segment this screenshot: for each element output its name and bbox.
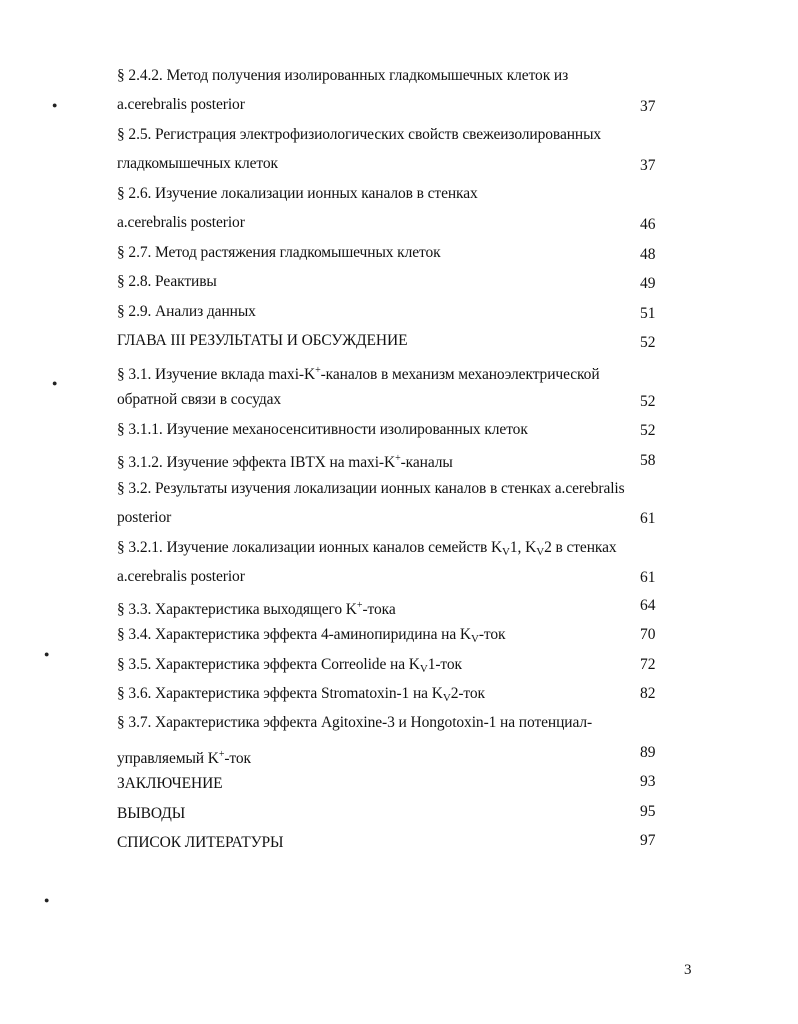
- toc-entry-2-7: § 2.7. Метод растяжения гладкомышечных клеток: [117, 244, 441, 261]
- toc-page: 61: [640, 510, 656, 527]
- toc-page: 89: [640, 744, 656, 761]
- punch-hole-mark: ●: [52, 100, 58, 110]
- punch-hole-mark: ●: [44, 895, 50, 905]
- toc-chapter-3: ГЛАВА III РЕЗУЛЬТАТЫ И ОБСУЖДЕНИЕ: [117, 332, 408, 349]
- toc-entry-3-7: § 3.7. Характеристика эффекта Agitoxine-3 и Hongotoxin-1 на потенциал-: [117, 714, 593, 731]
- toc-conclusion: ЗАКЛЮЧЕНИЕ: [117, 775, 223, 792]
- toc-entry-2-6: § 2.6. Изучение локализации ионных каналов в стенках: [117, 185, 478, 202]
- punch-hole-mark: ●: [44, 649, 50, 659]
- toc-page: 64: [640, 597, 656, 614]
- toc-entry-2-4-2-cont: a.cerebralis posterior: [117, 96, 245, 113]
- toc-entry-3-3: § 3.3. Характеристика выходящего K+-тока: [117, 600, 396, 618]
- toc-findings: ВЫВОДЫ: [117, 805, 186, 822]
- toc-page: 37: [640, 98, 656, 115]
- toc-page: 58: [640, 452, 656, 469]
- toc-entry-3-2-1: § 3.2.1. Изучение локализации ионных каналов семейств $K_V1$, $K_V2$ в стенках: [117, 539, 617, 558]
- toc-entry-2-6-cont: a.cerebralis posterior: [117, 214, 245, 231]
- toc-page: 97: [640, 832, 656, 849]
- toc-entry-2-9: § 2.9. Анализ данных: [117, 303, 256, 320]
- toc-page: 51: [640, 305, 656, 322]
- punch-hole-mark: ●: [52, 378, 58, 388]
- toc-entry-2-4-2: § 2.4.2. Метод получения изолированных гладкомышечных клеток из: [117, 67, 569, 84]
- toc-page: 46: [640, 216, 656, 233]
- toc-page: 72: [640, 656, 656, 673]
- toc-page: 52: [640, 422, 656, 439]
- toc-entry-3-2-cont: posterior: [117, 509, 172, 526]
- toc-page: 52: [640, 334, 656, 351]
- toc-page: 49: [640, 275, 656, 292]
- toc-entry-3-6: § 3.6. Характеристика эффекта Stromatoxin-1 на $K_V2$-ток: [117, 685, 485, 704]
- toc-entry-2-8: § 2.8. Реактивы: [117, 273, 217, 290]
- toc-entry-3-1-1: § 3.1.1. Изучение механосенситивности изолированных клеток: [117, 421, 528, 438]
- toc-entry-3-1-2: § 3.1.2. Изучение эффекта IBTX на maxi-K+-каналы: [117, 453, 453, 471]
- toc-entry-3-7-cont: управляемый K+-ток: [117, 749, 251, 767]
- toc-bibliography: СПИСОК ЛИТЕРАТУРЫ: [117, 834, 284, 851]
- toc-entry-3-1-cont: обратной связи в сосудах: [117, 391, 282, 408]
- toc-page: 48: [640, 246, 656, 263]
- toc-entry-3-1: § 3.1. Изучение вклада maxi-K+-каналов в механизм механоэлектрической: [117, 365, 600, 383]
- toc-page: 70: [640, 626, 656, 643]
- toc-entry-3-2-1-cont: a.cerebralis posterior: [117, 568, 245, 585]
- toc-entry-3-5: § 3.5. Характеристика эффекта Correolide на $K_V1$-ток: [117, 656, 462, 675]
- toc-page: 61: [640, 569, 656, 586]
- toc-page: 52: [640, 393, 656, 410]
- toc-page: 37: [640, 157, 656, 174]
- toc-page: 95: [640, 803, 656, 820]
- page-number: 3: [684, 962, 692, 978]
- toc-entry-2-5: § 2.5. Регистрация электрофизиологических свойств свежеизолированных: [117, 126, 602, 143]
- toc-page: 93: [640, 773, 656, 790]
- toc-page: 82: [640, 685, 656, 702]
- toc-entry-3-2: § 3.2. Результаты изучения локализации ионных каналов в стенках a.cerebralis: [117, 480, 625, 497]
- toc-entry-2-5-cont: гладкомышечных клеток: [117, 155, 278, 172]
- toc-entry-3-4: § 3.4. Характеристика эффекта 4-аминопиридина на $K_V$-ток: [117, 626, 506, 645]
